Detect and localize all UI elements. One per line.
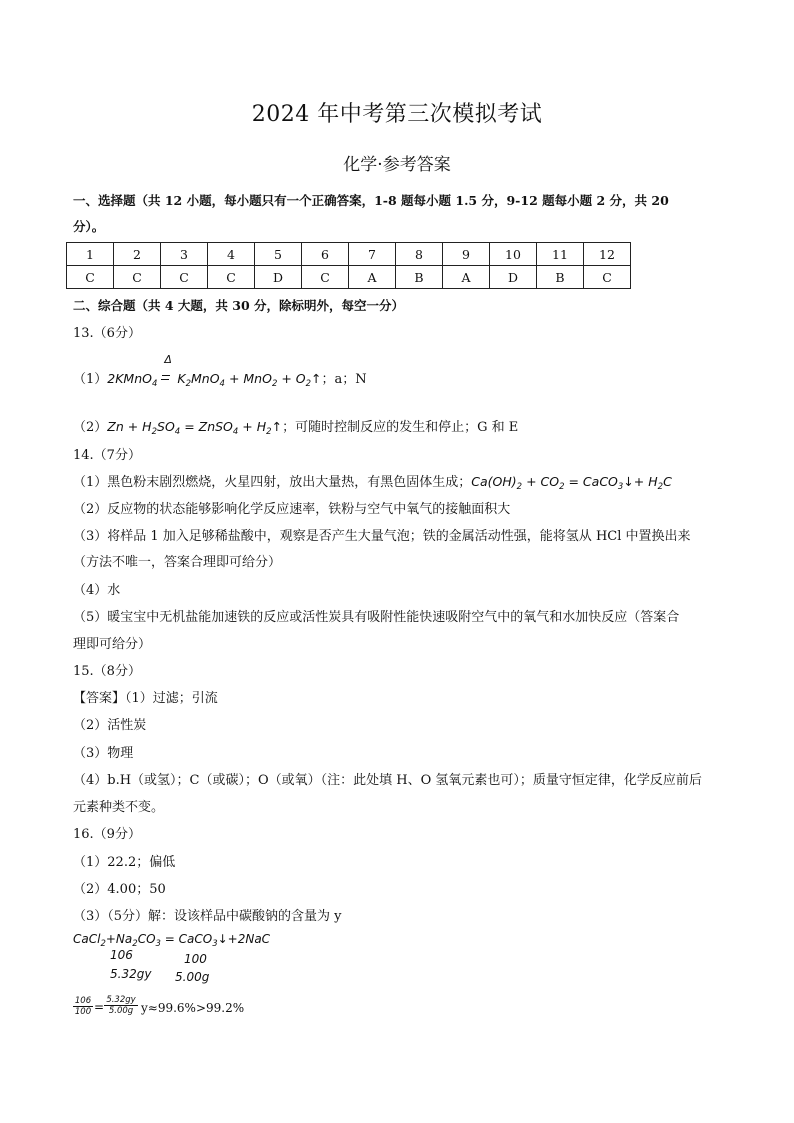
eq-subscript: 3 [212, 939, 218, 949]
q14-answer-4: （4）水 [73, 583, 121, 598]
heat-underline [162, 375, 170, 376]
eq-text: CaCl [73, 932, 101, 946]
mass-caco3: 5.00g [175, 970, 210, 984]
q14-equation [471, 474, 672, 492]
eq-text: CO [137, 932, 156, 946]
q14-answer-1-text: （1）黑色粉末剧烈燃烧，火星四射，放出大量热，有黑色固体生成； [73, 475, 472, 490]
q15-header: 15.（8分） [73, 664, 141, 679]
heat-condition-mark [161, 353, 173, 386]
question-number: 1 [67, 243, 114, 266]
eq-subscript: 2 [657, 482, 664, 492]
molar-mass-na2co3: 106 [110, 948, 133, 962]
q14-answer-1 [73, 471, 672, 490]
q13-equation-2 [107, 419, 283, 437]
fraction-numerator: 5.32gy [106, 995, 136, 1005]
q14-answer-5-cont: 理即可给分） [73, 637, 152, 652]
answer-cell: B [396, 266, 443, 289]
q14-answer-3-cont: （方法不唯一，答案合理即可给分） [73, 555, 282, 570]
q15-answer-1: 【答案】（1）过滤；引流 [73, 691, 218, 706]
eq-text: C [663, 474, 672, 489]
question-number: 8 [396, 243, 443, 266]
q15-answer-4: （4）b.H（或氢）；C（或碳）；O（或氧）（注：此处填 H、O 氢氧元素也可）；质量守恒定律，化学反应前后 [73, 773, 702, 788]
answer-cell: A [443, 266, 490, 289]
q16-equation [73, 932, 271, 949]
answer-cell: C [584, 266, 631, 289]
question-number: 6 [302, 243, 349, 266]
answer-cell: B [537, 266, 584, 289]
eq-subscript: 4 [151, 379, 158, 389]
q16-answer-2: （2）4.00；50 [73, 882, 166, 897]
question-number: 9 [443, 243, 490, 266]
question-number: 2 [114, 243, 161, 266]
q13-answer-1-label: （1） [73, 372, 108, 387]
q16-answer-3: （3）（5分）解：设该样品中碳酸钠的含量为 y [73, 909, 342, 924]
q13-answer-1-tail: ；a；N [321, 372, 367, 387]
eq-subscript: 2 [185, 379, 191, 389]
delta-symbol: Δ [164, 353, 172, 366]
answer-cell: C [161, 266, 208, 289]
eq-text: ↓+2NaC [217, 932, 271, 946]
equals-sign: = [94, 1000, 105, 1014]
question-number: 10 [490, 243, 537, 266]
fraction-denominator: 5.00g [108, 1006, 134, 1016]
question-number: 3 [161, 243, 208, 266]
eq-text: ↑ [271, 419, 283, 434]
q13-answer-2-tail: ；可随时控制反应的发生和停止；G 和 E [282, 420, 519, 435]
eq-subscript: 4 [219, 379, 225, 389]
eq-subscript: 2 [266, 427, 272, 437]
answer-table [66, 242, 631, 289]
eq-text: MnO [191, 371, 220, 386]
answer-cell: C [67, 266, 114, 289]
question-number: 12 [584, 243, 631, 266]
eq-subscript: 2 [516, 482, 523, 492]
eq-subscript: 2 [132, 939, 138, 949]
eq-subscript: 2 [559, 482, 565, 492]
q14-answer-5: （5）暖宝宝中无机盐能加速铁的反应或活性炭具有吸附性能快速吸附空气中的氧气和水加快反应（答案合 [73, 610, 680, 625]
eq-subscript: 3 [155, 939, 161, 949]
answer-cell: A [349, 266, 396, 289]
page-title: 2024 年中考第三次模拟考试 [251, 102, 543, 127]
answer-cell: C [208, 266, 255, 289]
answer-table-number-row [67, 243, 631, 266]
question-number: 5 [255, 243, 302, 266]
section1-heading: 一、选择题（共 12 小题，每小题只有一个正确答案，1-8 题每小题 1.5 分，9-12 题每小题 2 分，共 20 [73, 193, 669, 208]
q14-answer-3: （3）将样品 1 加入足够稀盐酸中，观察是否产生大量气泡；铁的金属活动性强，能将氢从 HCl 中置换出来 [73, 529, 691, 544]
answer-cell: D [490, 266, 537, 289]
answer-cell: C [302, 266, 349, 289]
eq-text: ↑ [311, 371, 322, 386]
eq-text: +Na [105, 932, 133, 946]
eq-text: + MnO [224, 371, 272, 386]
q16-result: y≈99.6%>99.2% [141, 1001, 245, 1015]
eq-text: Ca(OH) [471, 474, 517, 489]
eq-subscript: 3 [617, 482, 624, 492]
section2-heading: 二、综合题（共 4 大题，共 30 分，除标明外，每空一分） [73, 298, 405, 313]
q16-answer-1: （1）22.2；偏低 [73, 855, 176, 870]
eq-text: + CO [522, 474, 560, 489]
q14-header: 14.（7分） [73, 448, 141, 463]
eq-text: + O [277, 371, 306, 386]
eq-subscript: 4 [174, 427, 181, 437]
eq-text: K [177, 371, 186, 386]
answer-table-answer-row [67, 266, 631, 289]
mass-na2co3: 5.32gy [110, 967, 152, 981]
eq-subscript: 2 [305, 379, 312, 389]
eq-text: = ZnSO [180, 419, 233, 434]
answer-cell: C [114, 266, 161, 289]
eq-text: SO [157, 419, 175, 434]
molar-mass-caco3: 100 [184, 952, 207, 966]
eq-text: = CaCO [160, 932, 213, 946]
q15-answer-2: （2）活性炭 [73, 718, 147, 733]
q13-answer-2-label: （2） [73, 420, 108, 435]
q15-answer-4-cont: 元素种类不变。 [73, 800, 165, 815]
eq-text: Zn + H [107, 419, 152, 434]
q13-equation-1 [107, 353, 322, 389]
q15-answer-3: （3）物理 [73, 746, 134, 761]
eq-text: = CaCO [564, 474, 618, 489]
fraction-numerator: 106 [74, 996, 92, 1006]
section1-heading-cont: 分）。 [73, 219, 105, 234]
q13-answer-2 [73, 416, 518, 435]
fraction-molar-ratio [73, 996, 93, 1017]
question-number: 4 [208, 243, 255, 266]
q14-answer-2: （2）反应物的状态能够影响化学反应速率，铁粉与空气中氧气的接触面积大 [73, 502, 511, 517]
eq-text: 2KMnO [107, 371, 152, 386]
answer-cell: D [255, 266, 302, 289]
eq-subscript: 2 [100, 939, 106, 949]
eq-text: + H [238, 419, 267, 434]
page-subtitle: 化学·参考答案 [343, 155, 451, 175]
fraction-mass-ratio [104, 995, 138, 1016]
eq-subscript: 2 [271, 379, 278, 389]
eq-subscript: 2 [151, 427, 158, 437]
question-number: 11 [537, 243, 584, 266]
q13-answer-1 [73, 353, 367, 389]
fraction-denominator: 100 [74, 1007, 92, 1017]
eq-subscript: 4 [232, 427, 239, 437]
eq-text: ↓+ H [623, 474, 658, 489]
q16-header: 16.（9分） [73, 827, 141, 842]
question-number: 7 [349, 243, 396, 266]
heat-arrow-line [161, 379, 169, 380]
q13-header: 13.（6分） [73, 326, 141, 341]
